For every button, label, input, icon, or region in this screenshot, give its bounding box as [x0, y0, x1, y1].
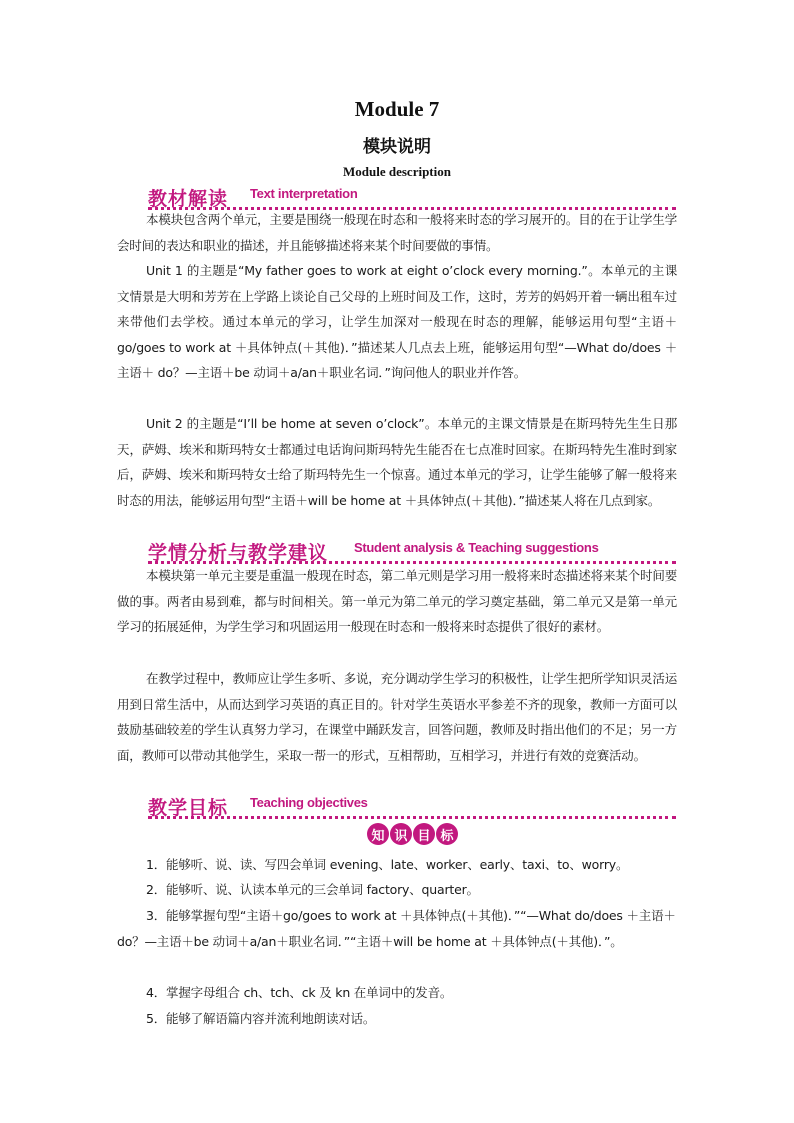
paragraph: Unit 2 的主题是“I’ll be home at seven o’clock”。本单元的主课文情景是在斯玛特先生生日那天，萨姆、埃米和斯玛特女士都通过电话询问斯玛特先生能否在七点准时回家。在斯玛特先生准时到家后，萨姆、埃米和斯玛特女士给了斯玛特先生一个惊喜。通过本单元的学习，让学生能够了解一般将来时态的用法，能够运用句型“主语＋will be home at ＋具体钟点(＋其他)．”描述某人将在几点到家。: [117, 416, 677, 508]
objective-item: 2．能够听、说、认读本单元的三会单词 factory、quarter。: [146, 882, 479, 897]
paragraph: 在教学过程中，教师应让学生多听、多说，充分调动学生学习的积极性，让学生把所学知识灵活运用到日常生活中，从而达到学习英语的真正目的。针对学生英语水平参差不齐的现象，教师一方面可以鼓励基础较差的学生认真努力学习，在课堂中踊跃发言，回答问题，教师及时指出他们的不足；另一方面，教师可以带动其他学生，采取一帮一的形式，互相帮助，互相学习，并进行有效的竞赛活动。: [117, 671, 677, 763]
paragraph: Unit 1 的主题是“My father goes to work at eight o’clock every morning.”。本单元的主课文情景是大明和芳芳在上学路上谈论自己父母的上班时间及工作，这时，芳芳的妈妈开着一辆出租车过来带他们去学校。通过本单元的学习，让学生加深对一般现在时态的理解，能够运用句型“主语＋go/goes to work at ＋具体钟点(＋其他)．”描述某人几点去上班，能够运用句型“—What do/does ＋主语＋ do？—主语＋be 动词＋a/an＋职业名词．”询问他人的职业并作答。: [117, 263, 677, 380]
paragraph: 本模块包含两个单元，主要是围绕一般现在时态和一般将来时态的学习展开的。目的在于让学生学会时间的表达和职业的描述，并且能够描述将来某个时间要做的事情。: [117, 212, 677, 253]
objective-item: 3．能够掌握句型“主语＋go/goes to work at ＋具体钟点(＋其他)．”“—What do/does ＋主语＋ do？—主语＋be 动词＋a/an＋职业名词．”“主语＋will be home at ＋具体钟点(＋其他)．”。: [117, 908, 676, 949]
section-heading-teaching-objectives: [148, 793, 676, 819]
section-heading-cn: 教材解读: [148, 188, 229, 210]
objective-item: 1．能够听、说、读、写四会单词 evening、late、worker、early、taxi、to、worry。: [146, 857, 629, 872]
section-heading-en: Text interpretation: [250, 186, 358, 201]
section-heading-cn: 学情分析与教学建议: [148, 542, 329, 564]
badge-char: 标: [436, 823, 458, 845]
dotted-divider: [148, 816, 676, 819]
section-heading-cn: 教学目标: [148, 797, 229, 819]
badge-char: 识: [390, 823, 412, 845]
section-heading-en: Teaching objectives: [250, 795, 368, 810]
section-heading-en: Student analysis & Teaching suggestions: [354, 540, 599, 555]
objective-item: 4．掌握字母组合 ch、tch、ck 及 kn 在单词中的发音。: [146, 985, 453, 1000]
section-heading-student-analysis: [148, 538, 676, 564]
badge-char: 知: [367, 823, 389, 845]
module-title-en: Module description: [343, 164, 451, 179]
paragraph: 本模块第一单元主要是重温一般现在时态，第二单元则是学习用一般将来时态描述将来某个时间要做的事。两者由易到难，都与时间相关。第一单元为第二单元的学习奠定基础，第二单元又是第一单元学习的拓展延伸，为学生学习和巩固运用一般现在时态和一般将来时态提供了很好的素材。: [117, 568, 677, 634]
badge-char: 目: [413, 823, 435, 845]
module-title: Module 7: [354, 97, 440, 121]
knowledge-objectives-badge: [367, 823, 458, 845]
objective-item: 5．能够了解语篇内容并流利地朗读对话。: [146, 1011, 376, 1026]
module-title-cn: 模块说明: [363, 137, 431, 157]
